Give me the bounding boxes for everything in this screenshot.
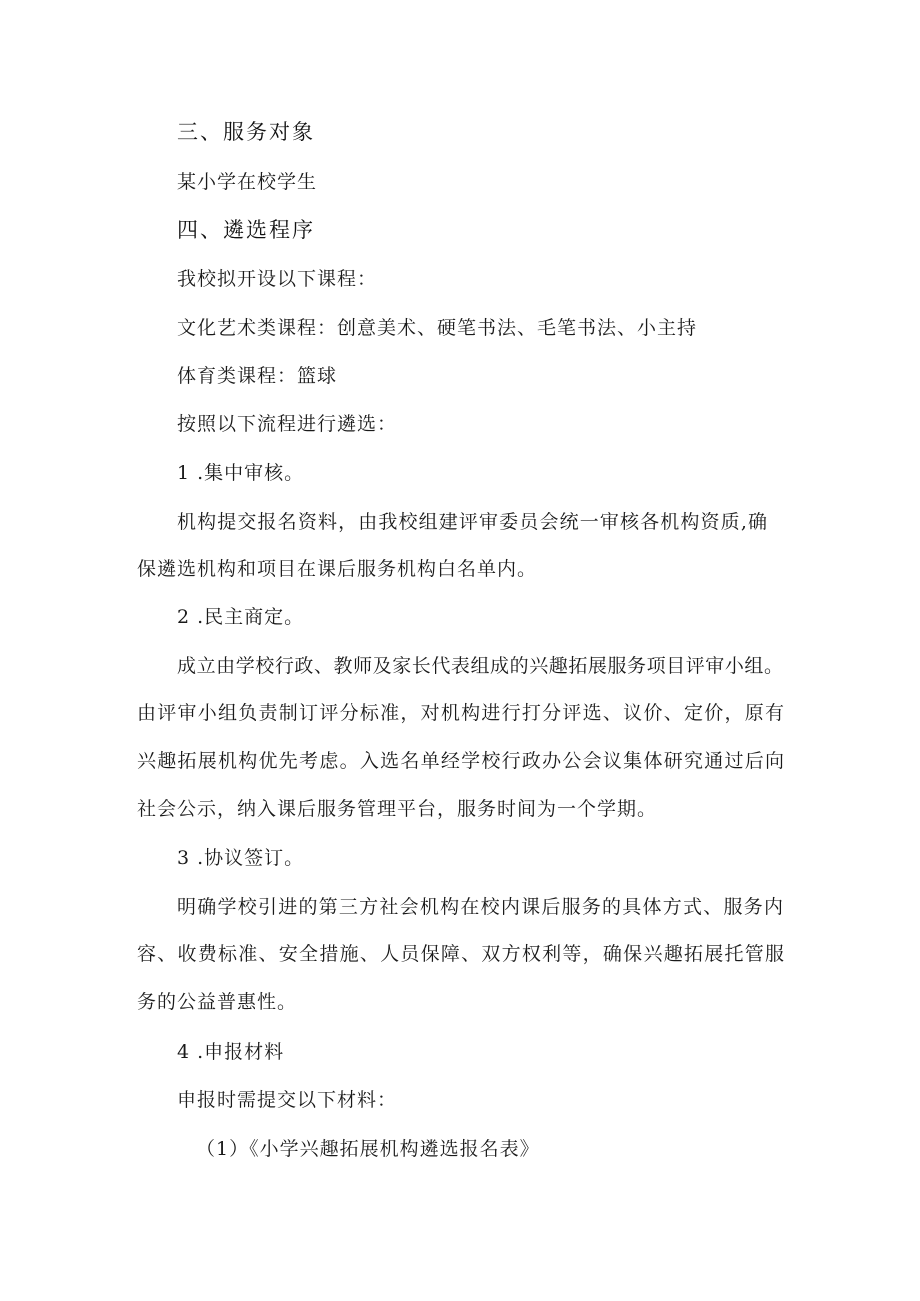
courses-arts: 文化艺术类课程：创意美术、硬笔书法、毛笔书法、小主持 (177, 317, 698, 339)
step2-body-line3: 兴趣拓展机构优先考虑。入选名单经学校行政办公会议集体研究通过后向 (137, 750, 784, 772)
courses-intro: 我校拟开设以下课程： (177, 268, 378, 290)
step3-body-line3: 务的公益普惠性。 (137, 991, 298, 1013)
process-intro: 按照以下流程进行遴选： (177, 413, 398, 435)
step1-body-line1: 机构提交报名资料，由我校组建评审委员会统一审核各机构资质,确 (177, 511, 767, 533)
service-target-text: 某小学在校学生 (177, 171, 318, 193)
step2-body-line4: 社会公示，纳入课后服务管理平台，服务时间为一个学期。 (137, 798, 658, 820)
step1-body-line2: 保遴选机构和项目在课后服务机构白名单内。 (137, 558, 538, 580)
step2-body-line1: 成立由学校行政、教师及家长代表组成的兴趣拓展服务项目评审小组。 (177, 655, 783, 677)
step3-body-line2: 容、收费标准、安全措施、人员保障、双方权利等，确保兴趣拓展托管服 (137, 943, 784, 965)
step4-intro: 申报时需提交以下材料： (177, 1089, 398, 1111)
step1-title: 1 .集中审核。 (177, 462, 305, 484)
step4-title: 4 .申报材料 (177, 1041, 285, 1063)
courses-sports: 体育类课程：篮球 (177, 365, 338, 387)
heading-service-target: 三、服务对象 (177, 120, 315, 144)
step4-item1: （1）《小学兴趣拓展机构遴选报名表》 (196, 1138, 540, 1160)
step3-title: 3 .协议签订。 (177, 847, 305, 869)
step3-body-line1: 明确学校引进的第三方社会机构在校内课后服务的具体方式、服务内 (177, 896, 783, 918)
heading-selection-procedure: 四、遴选程序 (177, 218, 315, 242)
step2-body-line2: 由评审小组负责制订评分标准，对机构进行打分评选、议价、定价，原有 (137, 702, 784, 724)
step2-title: 2 .民主商定。 (177, 606, 305, 628)
